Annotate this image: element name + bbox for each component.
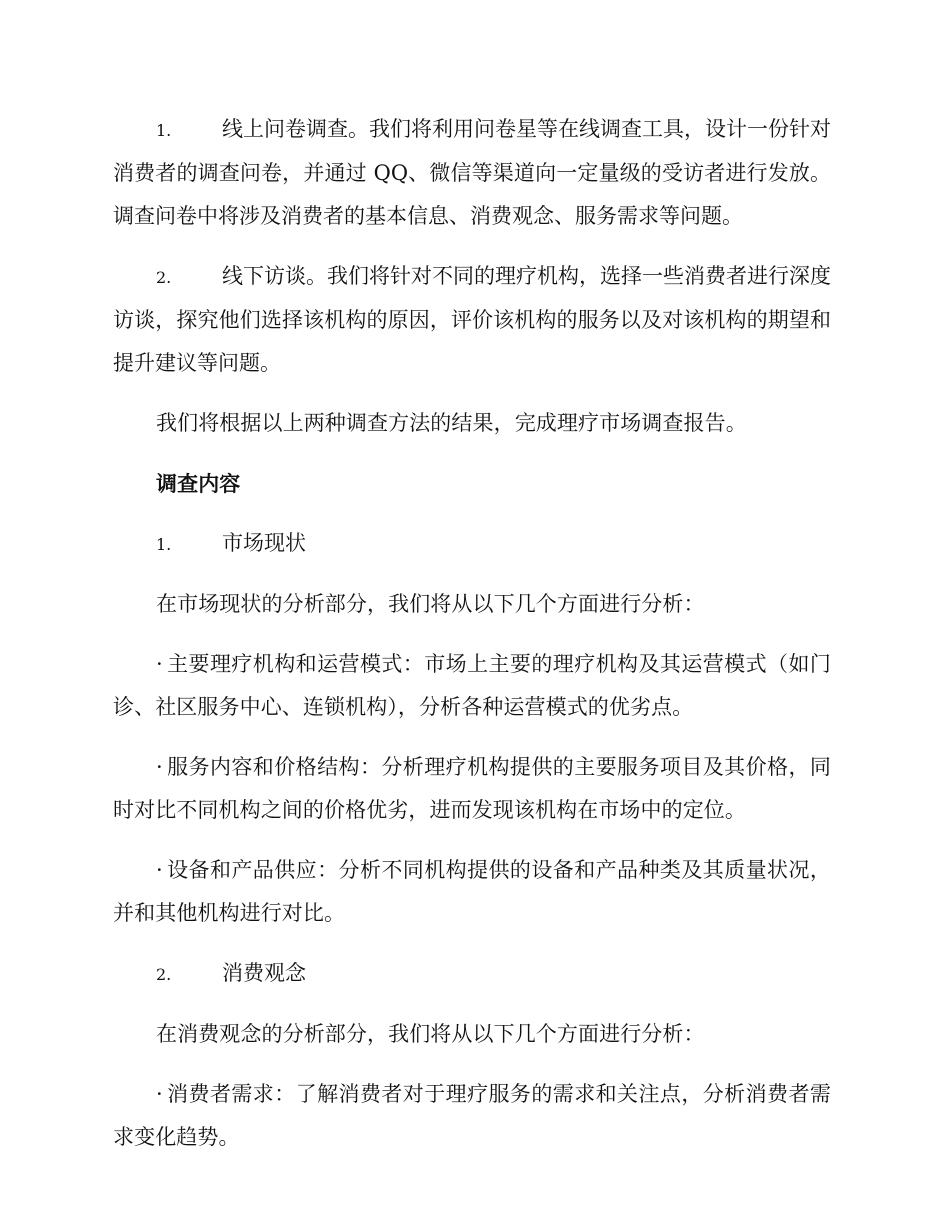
item-number: 1. [156,121,172,140]
bullet-item-operating-model [113,643,831,729]
market-intro-paragraph: 在市场现状的分析部分，我们将从以下几个方面进行分析： [156,592,705,616]
bullet-text: 主要理疗机构和运营模式：市场上主要的理疗机构及其运营模式（如门诊、社区服务中心、连锁机构），分析各种运营模式的优劣点。 [113,652,831,719]
item-text: 线下访谈。我们将针对不同的理疗机构，选择一些消费者进行深度访谈，探究他们选择该机构的原因，评价该机构的服务以及对该机构的期望和提升建议等问题。 [113,264,831,375]
bullet-marker: · [156,652,163,676]
consumer-intro-paragraph: 在消费观念的分析部分，我们将从以下几个方面进行分析： [156,1022,705,1046]
item-number: 1. [156,535,172,554]
bullet-text: 设备和产品供应：分析不同机构提供的设备和产品种类及其质量状况，并和其他机构进行对比。 [113,858,831,925]
numbered-item-offline-interview [113,255,831,385]
item-text: 消费观念 [222,961,306,985]
bullet-item-consumer-demand [113,1073,831,1159]
subsection-market-status [113,522,831,566]
numbered-item-online-survey [113,108,831,238]
summary-paragraph: 我们将根据以上两种调查方法的结果，完成理疗市场调查报告。 [156,411,747,435]
item-text: 市场现状 [222,531,306,555]
bullet-marker: · [156,858,163,882]
bullet-text: 消费者需求：了解消费者对于理疗服务的需求和关注点，分析消费者需求变化趋势。 [113,1082,831,1149]
item-text: 线上问卷调查。我们将利用问卷星等在线调查工具，设计一份针对消费者的调查问卷，并通过 QQ、微信等渠道向一定量级的受访者进行发放。调查问卷中将涉及消费者的基本信息、消费观念、服务需求等问题。 [113,117,831,228]
bullet-marker: · [156,1082,163,1106]
document-body [113,108,831,1176]
bullet-item-equipment [113,849,831,935]
bullet-item-price-structure [113,746,831,832]
bullet-text: 服务内容和价格结构：分析理疗机构提供的主要服务项目及其价格，同时对比不同机构之间的价格优劣，进而发现该机构在市场中的定位。 [113,755,831,822]
bullet-marker: · [156,755,163,779]
item-number: 2. [156,268,172,287]
item-number: 2. [156,965,172,984]
section-heading: 调查内容 [156,471,241,496]
subsection-consumer-concept [113,952,831,996]
